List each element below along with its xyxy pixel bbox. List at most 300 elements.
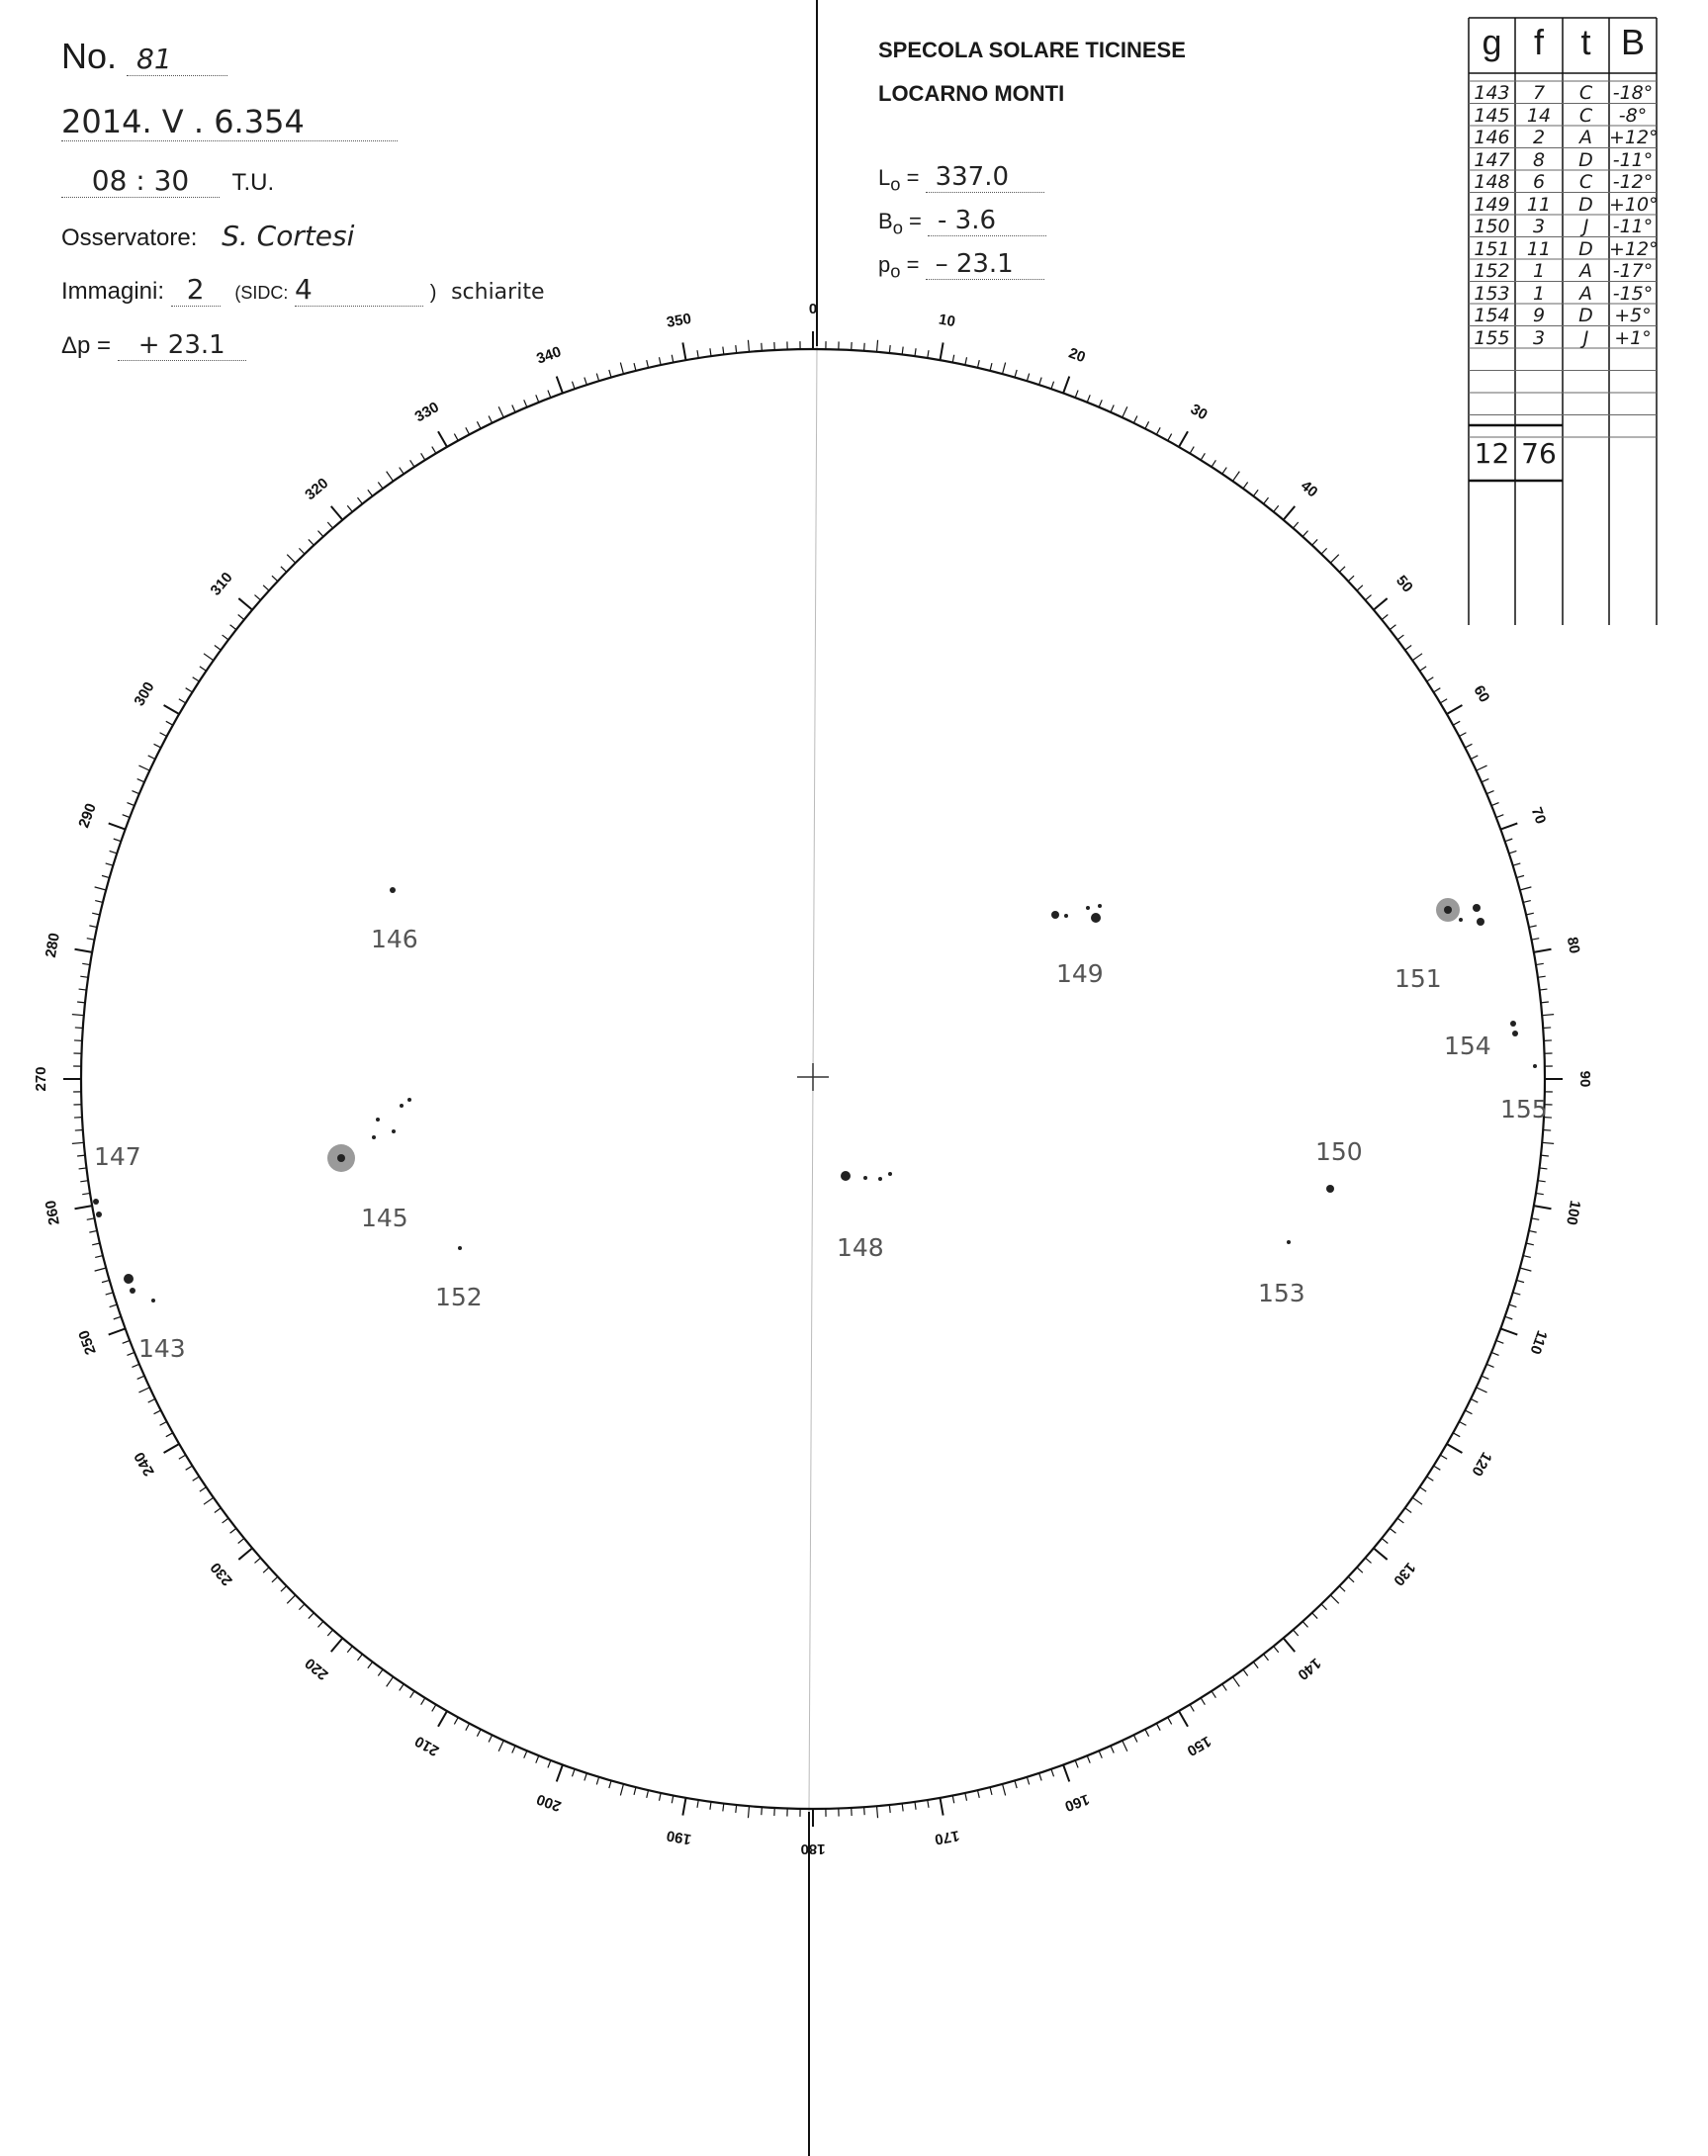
scale-tick (1201, 1698, 1205, 1705)
scale-tick (512, 1746, 515, 1752)
scale-tick (536, 1755, 539, 1762)
scale-tick (127, 803, 134, 806)
scale-tick (548, 1760, 551, 1767)
scale-label: 100 (1563, 1199, 1584, 1226)
scale-tick (634, 363, 636, 371)
scale-tick (357, 497, 362, 503)
scale-tick (421, 1698, 425, 1705)
observer-row (61, 220, 354, 252)
L0-sub: o (890, 173, 901, 195)
scale-tick (596, 374, 598, 382)
scale-tick (102, 1280, 110, 1282)
scale-tick (1232, 1677, 1239, 1687)
scale-tick (281, 1586, 287, 1592)
scale-tick (1509, 851, 1517, 853)
delta-p-label: Δp = (61, 332, 112, 359)
scale-label: 330 (411, 399, 442, 426)
sunspot (93, 1199, 99, 1205)
scale-tick (659, 1793, 661, 1801)
scale-tick (864, 343, 865, 351)
sunspot (1098, 904, 1102, 908)
scale-tick (572, 382, 575, 390)
scale-tick (1482, 1376, 1488, 1379)
scale-tick (299, 1604, 305, 1610)
scale-tick (164, 705, 180, 714)
scale-tick (965, 1793, 967, 1801)
scale-tick (1539, 1168, 1547, 1169)
B0-label: B (878, 209, 893, 233)
scale-tick (263, 585, 269, 590)
scale-tick (1087, 1755, 1090, 1762)
scale-tick (1412, 654, 1422, 661)
scale-tick (238, 1548, 252, 1560)
scale-tick (110, 851, 118, 853)
scale-tick (309, 539, 314, 545)
scale-tick (466, 427, 470, 434)
scale-tick (317, 1621, 322, 1627)
sunspot (1512, 1031, 1518, 1036)
table-cell: -12° (1612, 171, 1654, 193)
scale-tick (331, 1638, 343, 1652)
scale-tick (1496, 815, 1503, 818)
scale-tick (82, 1193, 90, 1194)
scale-tick (432, 447, 436, 454)
scale-tick (1374, 598, 1388, 610)
scale-tick (166, 721, 173, 725)
scale-label: 150 (1184, 1732, 1214, 1759)
scale-tick (1312, 1613, 1317, 1619)
group-label-155: 155 (1500, 1095, 1548, 1123)
scale-tick (1542, 1142, 1554, 1143)
scale-tick (438, 431, 447, 447)
scale-tick (1330, 555, 1338, 563)
observatory-name: SPECOLA SOLARE TICINESE (878, 38, 1186, 62)
scale-tick (193, 1477, 200, 1481)
scale-tick (1523, 1256, 1531, 1258)
table-cell: 1 (1532, 282, 1546, 305)
sidc-label: (SIDC: (234, 283, 289, 303)
scale-tick (387, 1677, 394, 1687)
table-cell: 143 (1474, 82, 1510, 104)
scale-tick (1027, 374, 1029, 382)
scale-tick (659, 357, 661, 365)
scale-tick (1365, 1558, 1371, 1563)
scale-label: 30 (1187, 401, 1211, 424)
scale-tick (736, 1805, 737, 1813)
scale-tick (710, 348, 711, 356)
group-label-146: 146 (371, 925, 418, 953)
scale-tick (1003, 1784, 1006, 1796)
scale-tick (331, 506, 343, 520)
group-label-151: 151 (1394, 964, 1442, 993)
table-cell: 148 (1474, 171, 1510, 193)
table-cell: A (1579, 127, 1592, 148)
scale-tick (215, 1508, 221, 1513)
sunspot (841, 1171, 851, 1181)
scale-tick (1075, 391, 1078, 398)
scale-tick (596, 1777, 598, 1785)
table-cell: C (1578, 171, 1593, 193)
scale-tick (1520, 1268, 1532, 1271)
sunspot (96, 1212, 102, 1217)
scale-label: 140 (1294, 1654, 1324, 1683)
scale-tick (77, 1155, 85, 1156)
scale-tick (620, 1784, 623, 1796)
sunspot (878, 1177, 882, 1181)
scale-tick (1015, 1780, 1017, 1788)
table-cell: -15° (1612, 282, 1654, 305)
scale-tick (1419, 667, 1426, 671)
scale-tick (179, 1455, 186, 1459)
scale-tick (1531, 1218, 1539, 1220)
scale-tick (1243, 482, 1248, 488)
scale-tick (990, 363, 992, 371)
table-header-g: g (1482, 22, 1502, 62)
table-header-t: t (1580, 22, 1591, 62)
scale-tick (928, 1800, 929, 1808)
scale-tick (876, 1806, 877, 1818)
table-cell: 149 (1474, 193, 1510, 216)
scale-tick (79, 1168, 87, 1169)
scale-tick (609, 370, 611, 378)
scale-tick (889, 1805, 890, 1813)
scale-tick (1039, 1773, 1041, 1781)
table-cell: +12° (1609, 127, 1659, 148)
scale-tick (1330, 1595, 1338, 1603)
scale-tick (762, 343, 763, 351)
scale-tick (548, 391, 551, 398)
scale-tick (299, 548, 305, 554)
scale-tick (1156, 1724, 1160, 1731)
table-header-f: f (1533, 22, 1544, 62)
scale-label: 10 (937, 311, 957, 331)
scale-tick (1459, 733, 1466, 737)
scale-tick (762, 1807, 763, 1815)
scale-tick (1099, 400, 1102, 406)
scale-tick (889, 345, 890, 353)
sunspot (400, 1104, 404, 1108)
scale-tick (1529, 926, 1537, 928)
group-label-145: 145 (361, 1204, 408, 1232)
scale-tick (498, 406, 503, 417)
scale-tick (114, 839, 122, 842)
scale-tick (1039, 378, 1041, 386)
sunspot (1459, 918, 1463, 922)
scale-label: 320 (302, 475, 332, 504)
scale-tick (748, 1806, 749, 1818)
number-value: 81 (127, 43, 227, 76)
sunspots (93, 887, 1537, 1303)
sunspot (390, 887, 396, 893)
scale-tick (1543, 1028, 1551, 1029)
scale-label: 200 (534, 1790, 564, 1815)
scale-label: 40 (1297, 477, 1321, 501)
scale-tick (1500, 1328, 1517, 1334)
table-cell: +10° (1609, 193, 1659, 216)
p0-equals: = (906, 252, 920, 277)
scale-tick (106, 1293, 114, 1295)
scale-label: 130 (1390, 1559, 1419, 1589)
table-cell: C (1578, 82, 1593, 104)
table-cell: 153 (1474, 282, 1510, 305)
scale-tick (1447, 1444, 1463, 1453)
scale-tick (92, 1243, 100, 1245)
scale-tick (1365, 595, 1371, 600)
scale-tick (186, 1466, 193, 1470)
scale-tick (1339, 1586, 1345, 1592)
scale-tick (1253, 1662, 1258, 1667)
scale-tick (748, 340, 749, 352)
scale-tick (977, 1790, 979, 1798)
scale-tick (524, 400, 527, 406)
scale-tick (1063, 377, 1069, 394)
scale-label: 270 (32, 1066, 49, 1092)
scale-tick (309, 1613, 314, 1619)
scale-tick (1453, 1433, 1460, 1437)
scale-tick (977, 360, 979, 368)
scale-tick (1516, 875, 1524, 877)
scale-label: 280 (42, 932, 63, 959)
scale-tick (137, 779, 144, 782)
scale-tick (148, 756, 155, 760)
scale-tick (1534, 949, 1552, 952)
scale-tick (317, 531, 322, 537)
scale-tick (1486, 1364, 1493, 1367)
sunspot (372, 1135, 376, 1139)
scale-tick (179, 699, 186, 703)
table-cell: 6 (1532, 171, 1546, 193)
scale-tick (647, 360, 649, 368)
table-cell: 9 (1532, 305, 1546, 326)
scale-tick (77, 1002, 85, 1003)
sidc-close: ) (429, 282, 437, 304)
group-label-153: 153 (1258, 1279, 1305, 1307)
scale-tick (1529, 1230, 1537, 1232)
sunspot (1473, 904, 1481, 912)
observer-value: S. Cortesi (222, 220, 355, 252)
scale-tick (272, 576, 278, 581)
group-label-149: 149 (1056, 959, 1104, 988)
scale-tick (106, 863, 114, 865)
scale-tick (1111, 1746, 1114, 1752)
sunspot (1086, 906, 1090, 910)
scale-tick (952, 1795, 954, 1803)
scale-tick (410, 460, 414, 467)
scale-tick (95, 887, 107, 890)
scale-tick (204, 1497, 214, 1504)
sunspot (1510, 1021, 1516, 1027)
scale-tick (1063, 1764, 1069, 1781)
scale-tick (82, 963, 90, 964)
B0-value: - 3.6 (928, 206, 1046, 236)
sunspot (124, 1274, 134, 1284)
scale-tick (1509, 1304, 1517, 1306)
scale-tick (1440, 1455, 1447, 1459)
observation-time (61, 164, 274, 198)
scale-tick (1201, 453, 1205, 460)
images-label: Immagini: (61, 278, 165, 305)
time-unit: T.U. (231, 169, 275, 196)
scale-tick (876, 340, 877, 352)
table-cell: -8° (1618, 104, 1648, 127)
scale-tick (1405, 646, 1411, 651)
table-cell: 3 (1532, 216, 1546, 237)
scale-tick (1123, 406, 1127, 417)
scale-label: 300 (131, 678, 158, 709)
scale-label: 250 (75, 1327, 100, 1357)
scale-tick (736, 345, 737, 353)
scale-tick (254, 595, 260, 600)
scale-tick (477, 1730, 481, 1737)
scale-tick (1274, 1647, 1279, 1653)
table-cell: 2 (1532, 127, 1546, 148)
scale-tick (477, 421, 481, 428)
p0-label: p (878, 252, 891, 277)
scale-tick (1145, 421, 1149, 428)
scale-label: 230 (207, 1559, 236, 1589)
table-cell: 3 (1532, 326, 1546, 349)
scale-tick (1541, 1155, 1549, 1156)
scale-tick (1538, 1181, 1546, 1182)
scale-tick (1434, 688, 1441, 692)
scale-tick (584, 1773, 586, 1781)
scale-label: 310 (207, 569, 236, 599)
scale-label: 160 (1062, 1790, 1092, 1815)
scale-tick (902, 347, 903, 355)
scale-tick (1482, 779, 1488, 782)
table-cell: 14 (1526, 104, 1552, 127)
p0-value: – 23.1 (926, 249, 1044, 280)
sunspot (888, 1172, 892, 1176)
scale-tick (1536, 963, 1544, 964)
scale-tick (432, 1705, 436, 1712)
scale-tick (609, 1780, 611, 1788)
images-value: 2 (171, 273, 221, 307)
table-cell: 1 (1532, 260, 1546, 282)
scale-tick (1459, 1421, 1466, 1425)
scale-tick (1390, 625, 1395, 630)
sunspot (1051, 911, 1059, 919)
scale-tick (1051, 1769, 1054, 1777)
scale-label: 190 (665, 1827, 693, 1848)
group-label-150: 150 (1315, 1137, 1363, 1166)
group-label-154: 154 (1444, 1032, 1491, 1060)
scale-tick (75, 1206, 93, 1209)
scale-tick (1099, 1751, 1102, 1757)
scale-tick (682, 342, 685, 360)
scale-tick (1412, 1497, 1422, 1504)
sunspot (151, 1299, 155, 1303)
scale-tick (123, 815, 130, 818)
table-cell: C (1578, 104, 1593, 127)
table-cell: +12° (1609, 237, 1659, 260)
scale-tick (1541, 1002, 1549, 1003)
scale-label: 340 (534, 343, 564, 368)
scale-tick (204, 654, 214, 661)
scale-tick (723, 1803, 724, 1811)
scale-tick (647, 1790, 649, 1798)
table-cell: +1° (1614, 326, 1652, 349)
scale-tick (410, 1691, 414, 1698)
scale-tick (327, 522, 332, 528)
sunspot (376, 1118, 380, 1122)
scale-label: 80 (1563, 936, 1583, 955)
sunspot (392, 1129, 396, 1133)
number-label: No. (61, 36, 118, 76)
scale-tick (710, 1802, 711, 1810)
scale-tick (95, 1268, 107, 1271)
scale-tick (148, 1399, 155, 1403)
scale-label: 110 (1526, 1327, 1551, 1357)
scale-label: 180 (800, 1841, 826, 1858)
scale-tick (864, 1807, 865, 1815)
scale-tick (1534, 1206, 1552, 1209)
scale-tick (1536, 1193, 1544, 1194)
delta-p-row (61, 330, 246, 361)
scale-tick (1212, 1691, 1215, 1698)
scale-tick (154, 1410, 161, 1414)
scale-tick (1253, 490, 1258, 495)
scale-tick (1303, 531, 1307, 537)
scale-tick (489, 415, 493, 422)
scale-label: 120 (1468, 1449, 1495, 1480)
scale-tick (952, 355, 954, 363)
scale-tick (215, 646, 221, 651)
scale-tick (634, 1787, 636, 1795)
L0-equals: = (906, 165, 920, 190)
scale-tick (1264, 497, 1269, 503)
scale-tick (79, 989, 87, 990)
conditions: schiarite (451, 280, 545, 305)
scale-tick (466, 1724, 470, 1731)
table-cell: 151 (1474, 237, 1510, 260)
scale-tick (378, 482, 383, 488)
scale-tick (378, 1669, 383, 1675)
scale-tick (1321, 1604, 1327, 1610)
table-cell: D (1578, 305, 1593, 326)
sunspot (1326, 1185, 1334, 1193)
scale-tick (75, 1129, 83, 1130)
scale-label: 90 (1576, 1070, 1594, 1088)
scale-tick (672, 355, 674, 363)
scale-tick (915, 348, 916, 356)
scale-tick (1232, 472, 1239, 482)
scale-tick (230, 625, 236, 630)
scale-tick (1505, 1316, 1513, 1319)
scale-tick (1179, 1711, 1188, 1727)
table-cell: D (1578, 148, 1593, 171)
scale-tick (1303, 1621, 1307, 1627)
scale-tick (387, 472, 394, 482)
group-label-152: 152 (435, 1283, 483, 1311)
scale-tick (1293, 522, 1298, 528)
scale-label: 170 (933, 1827, 961, 1848)
scale-tick (1440, 699, 1447, 703)
scale-tick (1212, 460, 1215, 467)
scale-tick (1505, 839, 1513, 842)
scale-tick (127, 1352, 134, 1355)
sheet-number (61, 36, 227, 77)
B0-sub: o (892, 217, 903, 238)
scale-tick (238, 598, 252, 610)
scale-label: 20 (1066, 344, 1088, 367)
scale-tick (368, 490, 373, 495)
scale-label: 60 (1470, 682, 1493, 706)
scale-tick (1477, 765, 1487, 770)
scale-tick (1491, 1352, 1498, 1355)
scale-tick (524, 1751, 527, 1757)
table-cell: -18° (1612, 82, 1654, 104)
